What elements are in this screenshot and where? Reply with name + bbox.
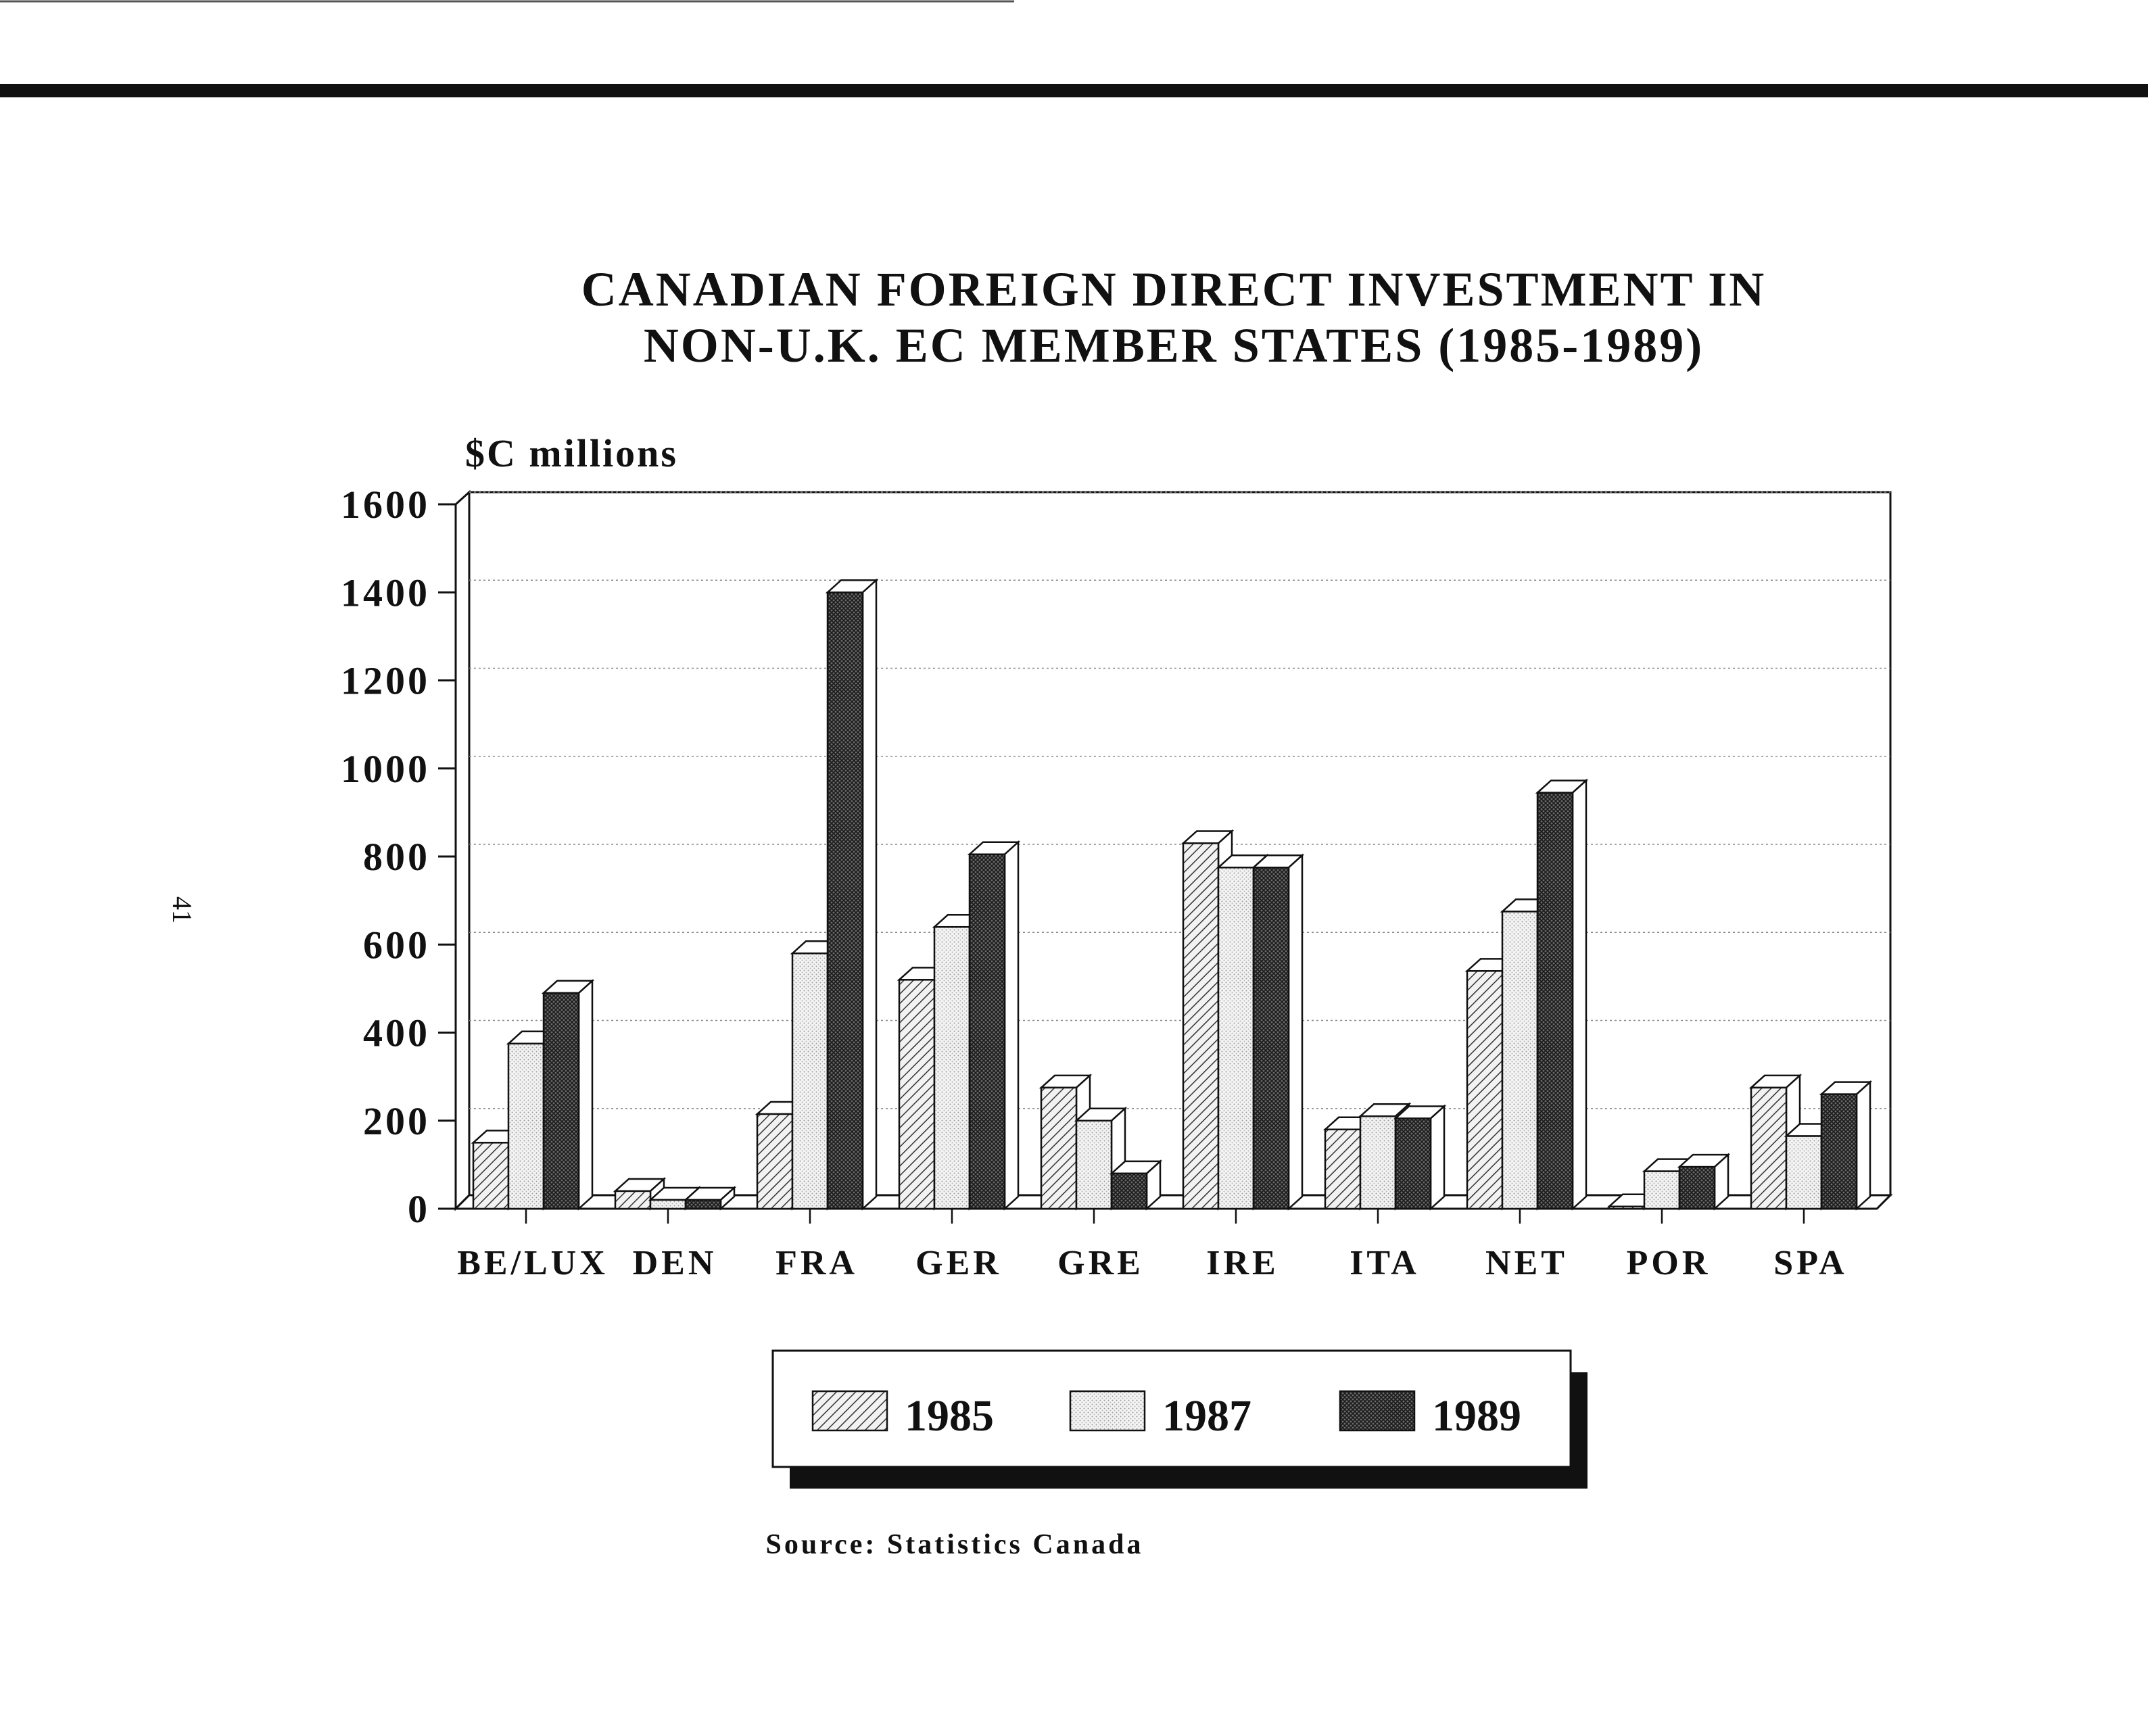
y-tick-label: 800 [363,835,430,879]
x-tick-label: GRE [1057,1244,1144,1282]
source-note: Source: Statistics Canada [765,1529,1144,1560]
y-tick-label: 400 [363,1011,430,1055]
x-tick-label: DEN [632,1244,717,1282]
legend-swatch [1340,1391,1414,1430]
x-tick-label: SPA [1773,1244,1848,1282]
x-tick-label: POR [1626,1244,1711,1282]
y-tick-label: 1600 [341,483,430,527]
bar-ire-1989 [1254,855,1302,1209]
y-tick-label: 0 [408,1187,430,1231]
x-tick-label: NET [1485,1244,1568,1282]
y-tick-label: 1200 [341,658,430,703]
legend-label: 1985 [905,1391,994,1441]
y-axis-label: $C millions [465,431,678,475]
legend-label: 1989 [1432,1391,1521,1441]
x-tick-label: BE/LUX [457,1244,608,1282]
top-thick-rule [0,84,2148,97]
legend [773,1351,1588,1489]
legend-swatch [1070,1391,1145,1430]
bars [473,580,1870,1209]
bar-be-lux-1989 [544,981,592,1209]
bar-fra-1989 [828,580,876,1209]
x-tick-label: GER [915,1244,1002,1282]
chart-title-line-1: CANADIAN FOREIGN DIRECT INVESTMENT IN [581,262,1767,316]
page-number: 41 [167,896,197,923]
legend-label: 1987 [1162,1391,1251,1441]
bar-ita-1989 [1395,1106,1444,1209]
x-tick-label: IRE [1206,1244,1279,1282]
grid-lines [469,492,1890,1109]
x-axis [457,1209,1848,1282]
y-tick-label: 600 [363,923,430,967]
y-axis [341,483,456,1231]
bar-gre-1989 [1112,1161,1160,1209]
y-tick-label: 1000 [341,746,430,791]
bar-spa-1989 [1821,1082,1870,1209]
y-tick-label: 1400 [341,571,430,615]
x-tick-label: ITA [1350,1244,1420,1282]
legend-swatch [813,1391,887,1430]
y-tick-label: 200 [363,1099,430,1143]
chart-title-line-2: NON-U.K. EC MEMBER STATES (1985-1989) [643,318,1704,372]
x-tick-label: FRA [775,1244,858,1282]
plot-frame [456,492,1890,1209]
bar-por-1989 [1679,1155,1728,1209]
bar-net-1989 [1537,781,1586,1209]
bar-ger-1989 [970,842,1018,1209]
